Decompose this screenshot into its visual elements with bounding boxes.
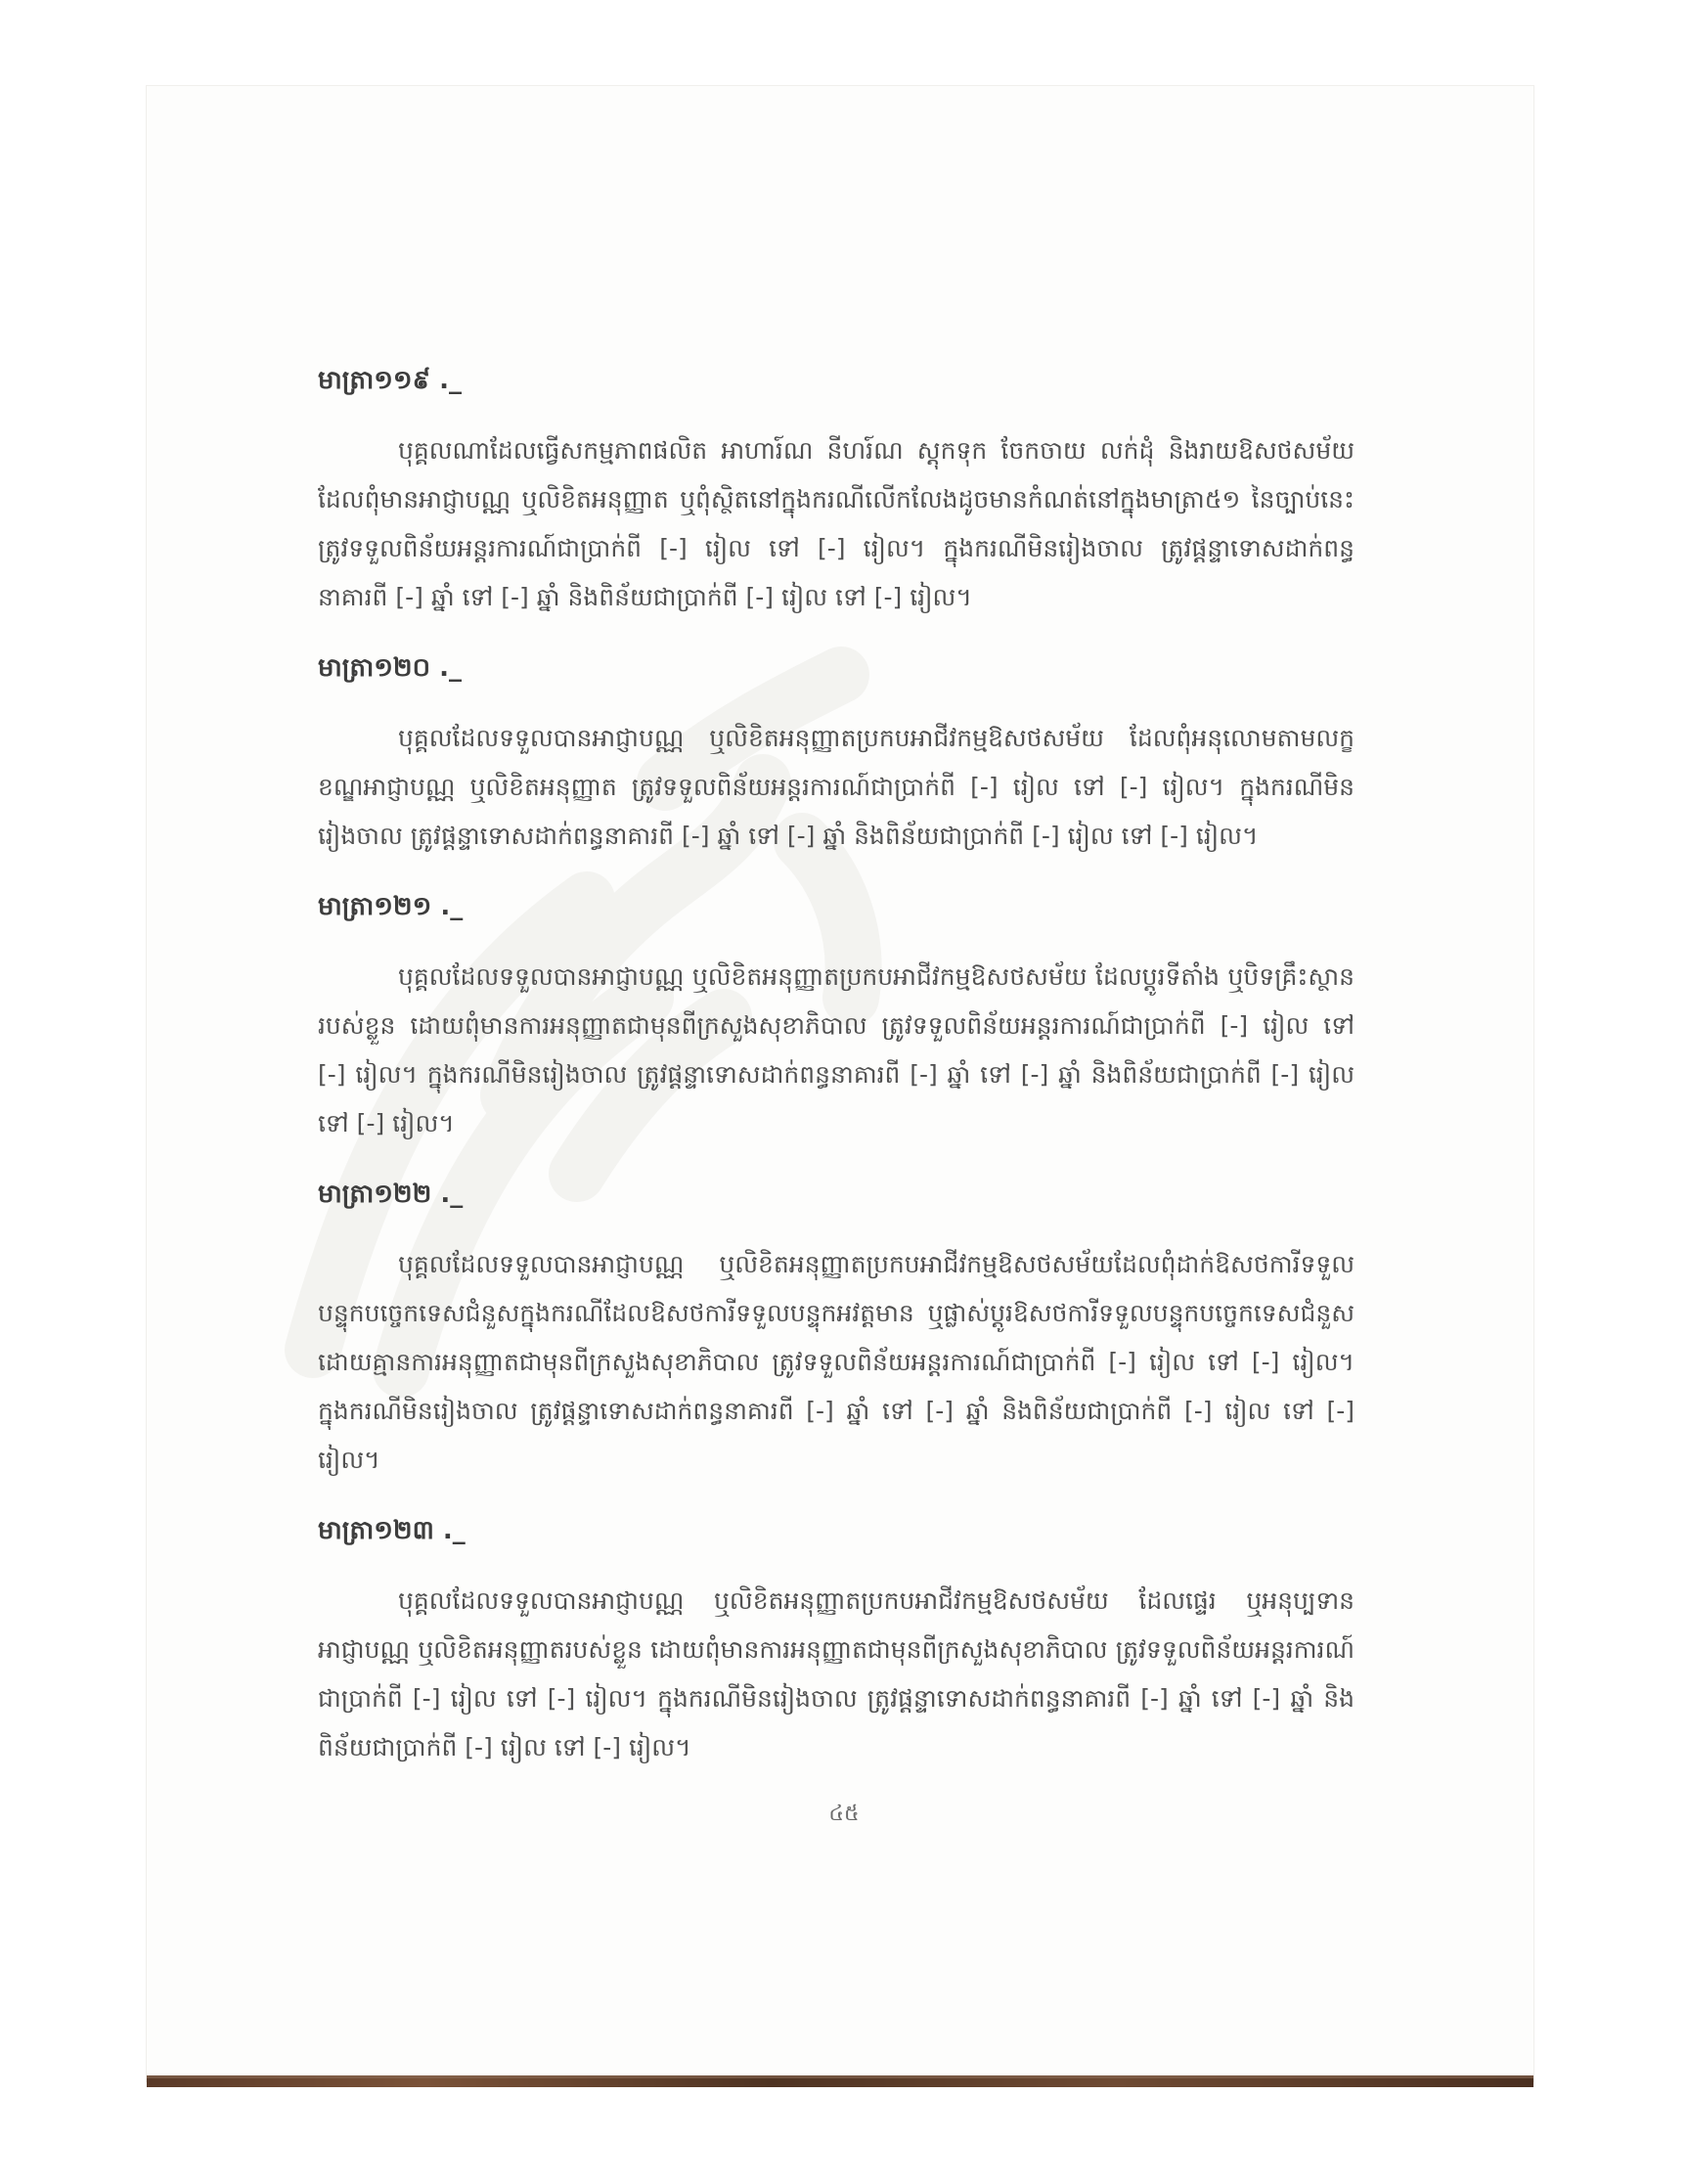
article-heading: មាត្រា១២២ ._ — [318, 1180, 464, 1209]
article-122 — [318, 1178, 1355, 1485]
article-heading: មាត្រា១២០ ._ — [318, 653, 462, 683]
article-120 — [318, 651, 1355, 861]
page-number: ៤៥ — [828, 1802, 860, 1826]
page-bottom-edge — [147, 2075, 1533, 2087]
article-heading: មាត្រា១២៣ ._ — [318, 1516, 466, 1545]
article-119 — [318, 364, 1355, 622]
article-text: បុគ្គលដែលទទួលបានអាជ្ញាបណ្ណ ឬលិខិតអនុញ្ញាតប្រកបអាជីវកម្មឱសថសម័យ ដែលពុំអនុលោមតាមលក្ខខណ្ឌអាជ្ញាបណ្ណ ឬលិខិតអនុញ្ញាត ត្រូវទទួលពិន័យអន្តរការណ៍ជាប្រាក់ពី [-] រៀល ទៅ [-] រៀល។ ក្នុងករណីមិនរៀងចាល ត្រូវផ្តន្ទាទោសដាក់ពន្ធនាគារពី [-] ឆ្នាំ ទៅ [-] ឆ្នាំ និងពិន័យជាប្រាក់ពី [-] រៀល ទៅ [-] រៀល។ — [318, 724, 1355, 850]
article-text: បុគ្គលដែលទទួលបានអាជ្ញាបណ្ណ ឬលិខិតអនុញ្ញាតប្រកបអាជីវកម្មឱសថសម័យ ដែលប្តូរទីតាំង ឬបិទគ្រឹះស្ថានរបស់ខ្លួន ដោយពុំមានការអនុញ្ញាតជាមុនពីក្រសួងសុខាភិបាល ត្រូវទទួលពិន័យអន្តរការណ៍ជាប្រាក់ពី [-] រៀល ទៅ [-] រៀល។ ក្នុងករណីមិនរៀងចាល ត្រូវផ្តន្ទាទោសដាក់ពន្ធនាគារពី [-] ឆ្នាំ ទៅ [-] ឆ្នាំ និងពិន័យជាប្រាក់ពី [-] រៀល ទៅ [-] រៀល។ — [318, 962, 1355, 1137]
document-body — [318, 364, 1355, 1802]
article-121 — [318, 890, 1355, 1148]
article-123 — [318, 1514, 1355, 1772]
article-text: បុគ្គលណាដែលធ្វើសកម្មភាពផលិត អាហារ៍ណ នីហរ៍ណ ស្តុកទុក ចែកចាយ លក់ដុំ និងរាយឱសថសម័យ ដែលពុំមានអាជ្ញាបណ្ណ ឬលិខិតអនុញ្ញាត ឬពុំស្ថិតនៅក្នុងករណីលើកលែងដូចមានកំណត់នៅក្នុងមាត្រា៥១ នៃច្បាប់នេះ ត្រូវទទួលពិន័យអន្តរការណ៍ជាប្រាក់ពី [-] រៀល ទៅ [-] រៀល។ ក្នុងករណីមិនរៀងចាល ត្រូវផ្តន្ទាទោសដាក់ពន្ធនាគារពី [-] ឆ្នាំ ទៅ [-] ឆ្នាំ និងពិន័យជាប្រាក់ពី [-] រៀល ទៅ [-] រៀល។ — [318, 436, 1355, 611]
article-heading: មាត្រា១២១ ._ — [318, 892, 464, 921]
article-text: បុគ្គលដែលទទួលបានអាជ្ញាបណ្ណ ឬលិខិតអនុញ្ញាតប្រកបអាជីវកម្មឱសថសម័យ ដែលផ្ទេរ ឬអនុប្បទានអាជ្ញាបណ្ណ ឬលិខិតអនុញ្ញាតរបស់ខ្លួន ដោយពុំមានការអនុញ្ញាតជាមុនពីក្រសួងសុខាភិបាល ត្រូវទទួលពិន័យអន្តរការណ៍ជាប្រាក់ពី [-] រៀល ទៅ [-] រៀល។ ក្នុងករណីមិនរៀងចាល ត្រូវផ្តន្ទាទោសដាក់ពន្ធនាគារពី [-] ឆ្នាំ ទៅ [-] ឆ្នាំ និងពិន័យជាប្រាក់ពី [-] រៀល ទៅ [-] រៀល។ — [318, 1586, 1355, 1761]
article-heading: មាត្រា១១៩ ._ — [318, 366, 462, 395]
article-text: បុគ្គលដែលទទួលបានអាជ្ញាបណ្ណ ឬលិខិតអនុញ្ញាតប្រកបអាជីវកម្មឱសថសម័យដែលពុំដាក់ឱសថការីទទួលបន្ទុកបច្ចេកទេសជំនួសក្នុងករណីដែលឱសថការីទទួលបន្ទុកអវត្តមាន ឬផ្លាស់ប្តូរឱសថការីទទួលបន្ទុកបច្ចេកទេសជំនួស ដោយគ្មានការអនុញ្ញាតជាមុនពីក្រសួងសុខាភិបាល ត្រូវទទួលពិន័យអន្តរការណ៍ជាប្រាក់ពី [-] រៀល ទៅ [-] រៀល។ ក្នុងករណីមិនរៀងចាល ត្រូវផ្តន្ទាទោសដាក់ពន្ធនាគារពី [-] ឆ្នាំ ទៅ [-] ឆ្នាំ និងពិន័យជាប្រាក់ពី [-] រៀល ទៅ [-] រៀល។ — [318, 1250, 1355, 1474]
